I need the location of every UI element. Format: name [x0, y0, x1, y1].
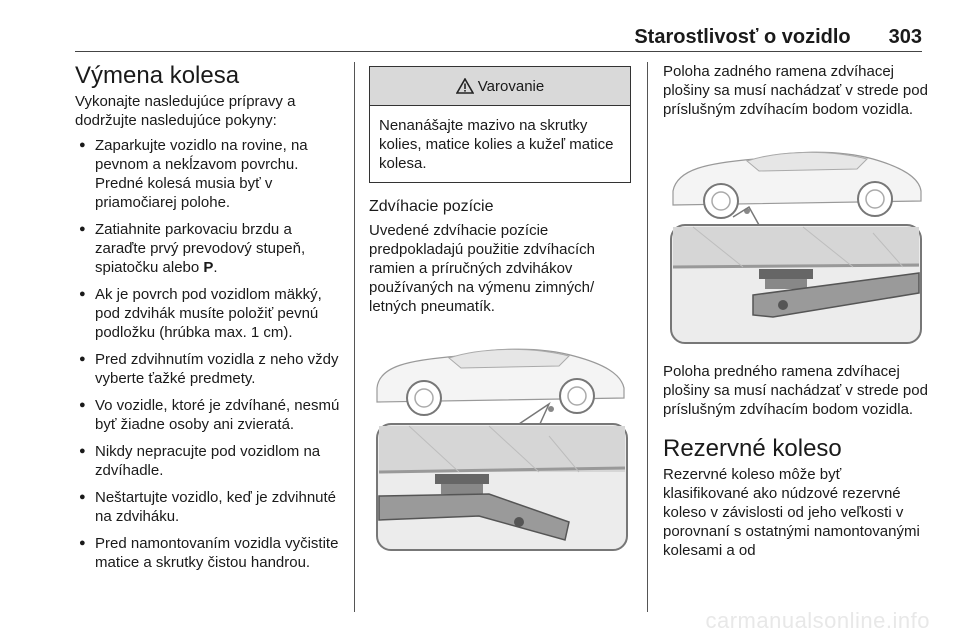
- header-title: Starostlivosť o vozidlo: [634, 26, 851, 48]
- column-2: [369, 62, 631, 561]
- list-item: ● Zaparkujte vozidlo na rovine, na pevnom a nekĺzavom povrchu. Predné kolesá musia byť v priamočiarej polohe.: [75, 136, 341, 212]
- list-item-end: .: [213, 259, 218, 276]
- lift-positions-text: Uvedené zdvíhacie pozície predpokladajú použitie zdvíhacích ramien a príručných zdvihákov používaných na výmenu zimných/ letných pneumatík.: [369, 222, 595, 315]
- warning-title: Varovanie: [477, 77, 545, 95]
- header-rule: [75, 51, 922, 52]
- column-1: [75, 62, 341, 580]
- front-lift-point-illustration: [663, 133, 929, 352]
- instruction-list: [75, 136, 341, 572]
- warning-triangle-icon: [456, 78, 474, 94]
- list-item: ● Neštartujte vozidlo, keď je zdvihnuté na zdviháku.: [75, 488, 341, 526]
- subheading-lift-positions: Zdvíhacie pozície: [369, 198, 494, 215]
- column-divider-2: [647, 62, 648, 612]
- list-item: ● Ak je povrch pod vozidlom mäkký, pod zdvihák musíte položiť pevnú podložku (hrúbka max. 1 cm).: [75, 285, 341, 342]
- page-number: 303: [888, 26, 922, 48]
- page-header: [75, 26, 922, 50]
- intro-text: Vykonajte nasledujúce prípravy a dodržujte nasledujúce pokyny:: [75, 93, 296, 129]
- gear-p-label: P: [203, 259, 214, 276]
- warning-box: [369, 66, 631, 183]
- watermark: carmanualsonline.info: [705, 608, 930, 633]
- list-item: [75, 220, 341, 277]
- section-heading-wheel-change: Výmena kolesa: [75, 62, 240, 89]
- list-item: ● Vo vozidle, ktoré je zdvíhané, nesmú byť žiadne osoby ani zvieratá.: [75, 396, 341, 434]
- section-heading-spare-wheel: Rezervné koleso: [663, 435, 842, 462]
- spare-wheel-text: Rezervné koleso môže byť klasifikované ako núdzové rezervné koleso v závislosti od jeho veľkosti v porovnaní s ostatnými namontovanými kolesami a od: [663, 466, 920, 559]
- list-item: ● Pred zdvihnutím vozidla z neho vždy vyberte ťažké predmety.: [75, 350, 341, 388]
- rear-lift-point-illustration: [369, 326, 631, 561]
- warning-header: [370, 67, 630, 106]
- front-arm-text: Poloha predného ramena zdvíhacej plošiny sa musí nachádzať v strede pod príslušným zdvíhacím bodom vozidla.: [663, 363, 928, 418]
- warning-text: Nenanášajte mazivo na skrutky kolies, matice kolies a kužeľ matice kolesa.: [379, 117, 614, 172]
- rear-arm-text: Poloha zadného ramena zdvíhacej plošiny sa musí nachádzať v strede pod príslušným zdvíhacím bodom vozidla.: [663, 63, 928, 118]
- list-item: ● Pred namontovaním vozidla vyčistite matice a skrutky čistou handrou.: [75, 534, 341, 572]
- list-item: ● Nikdy nepracujte pod vozidlom na zdvíhadle.: [75, 442, 341, 480]
- list-item-text: Zatiahnite parkovaciu brzdu a zaraďte prvý prevodový stupeň, spiatočku alebo: [95, 221, 306, 276]
- column-3: [663, 62, 929, 560]
- column-divider-1: [354, 62, 355, 612]
